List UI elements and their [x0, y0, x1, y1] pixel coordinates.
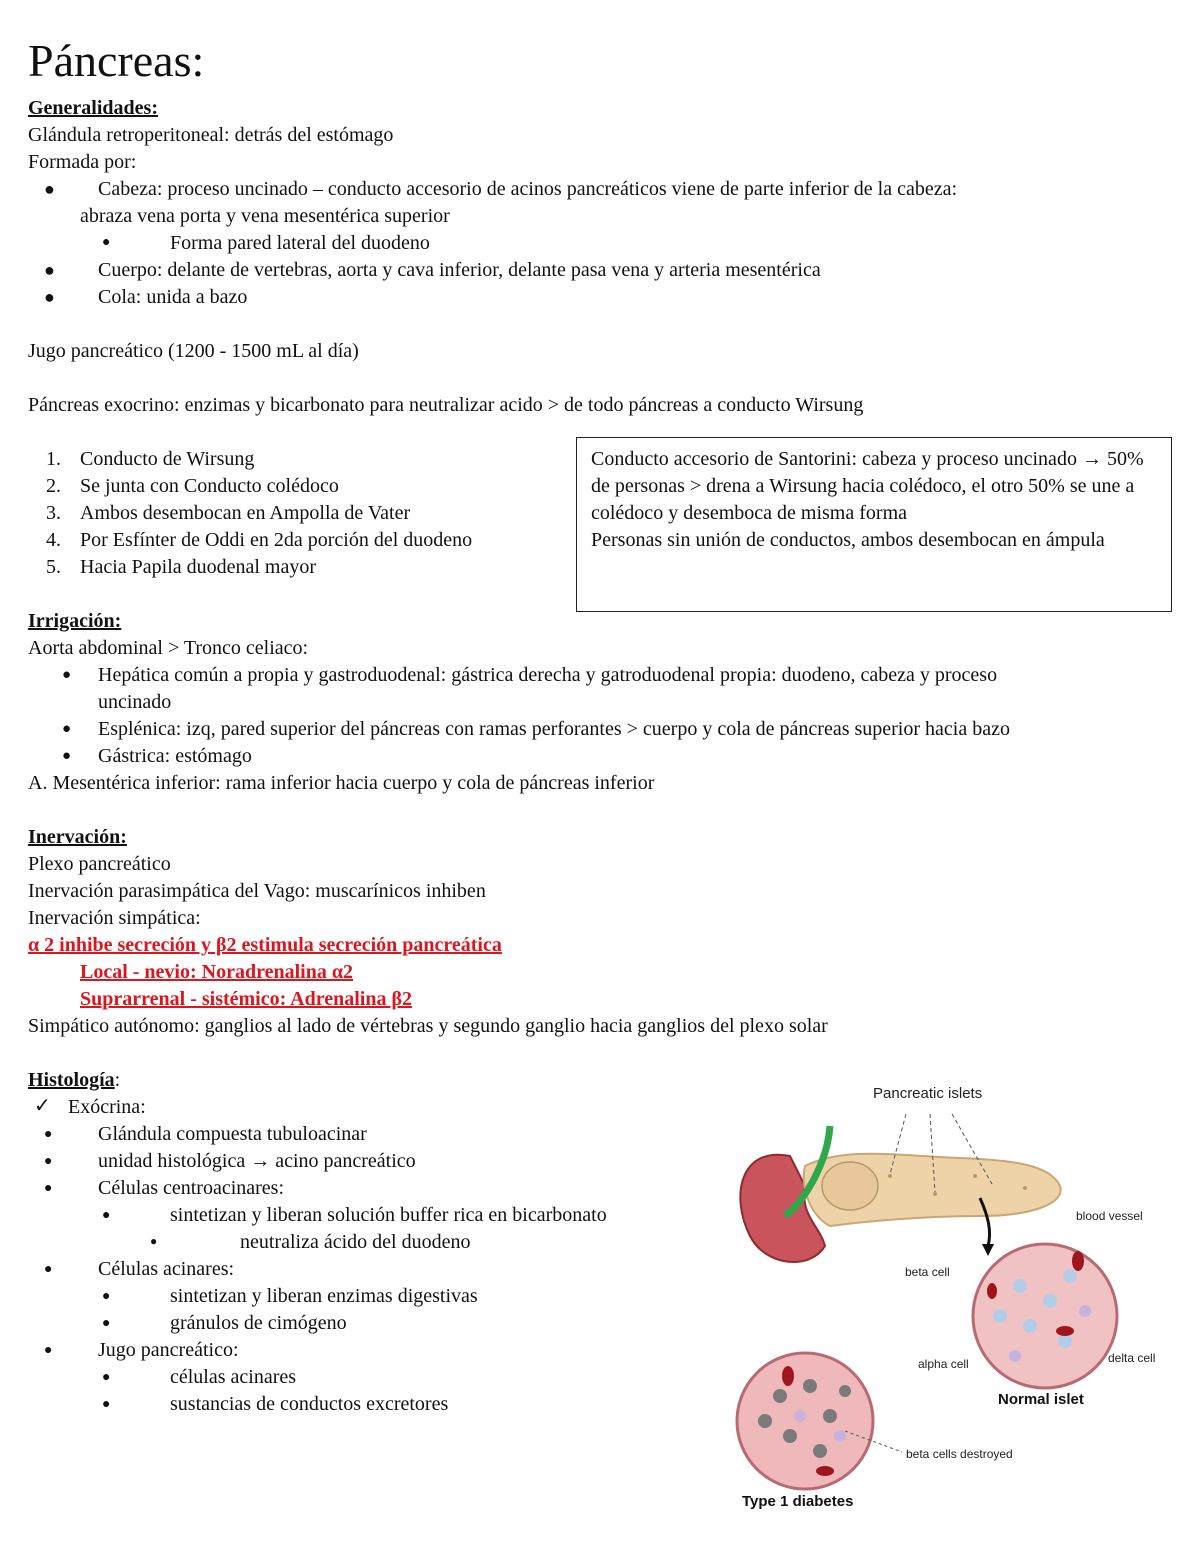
list-subitem: neutraliza ácido del duodeno [240, 1231, 471, 1253]
label-beta-cell: beta cell [905, 1265, 950, 1279]
text-line: Inervación parasimpática del Vago: muscarínicos inhiben [28, 880, 486, 902]
bullet-icon: ● [102, 1370, 111, 1385]
normal-islet-illustration [973, 1244, 1117, 1388]
bullet-icon: ● [44, 1181, 53, 1196]
list-item: Cola: unida a bazo [98, 286, 248, 308]
checkmark-icon: ✓ [34, 1095, 51, 1117]
bullet-icon: ● [44, 1343, 53, 1358]
heading-colon: : [114, 1069, 121, 1091]
list-item: unidad histológica → acino pancreático [98, 1150, 416, 1172]
text-line: A. Mesentérica inferior: rama inferior hacia cuerpo y cola de páncreas inferior [28, 772, 655, 794]
pancreatic-islets-figure [730, 1076, 1180, 1516]
numbered-item: Ambos desembocan en Ampolla de Vater [80, 502, 411, 524]
note-paragraph: Personas sin unión de conductos, ambos desembocan en ámpula [591, 529, 1105, 551]
bullet-icon: ● [44, 260, 55, 280]
numbered-item: Conducto de Wirsung [80, 448, 255, 470]
text-line: Formada por: [28, 151, 137, 173]
figure-title: Pancreatic islets [873, 1085, 983, 1102]
list-item: Cuerpo: delante de vertebras, aorta y cava inferior, delante pasa vena y arteria mesentérica [98, 259, 821, 281]
label-normal-islet: Normal islet [998, 1391, 1084, 1408]
list-item: Jugo pancreático: [98, 1339, 239, 1361]
label-blood-vessel: blood vessel [1076, 1209, 1143, 1223]
highlight-line: Suprarrenal - sistémico: Adrenalina β2 [80, 988, 413, 1010]
numbered-item: Se junta con Conducto colédoco [80, 475, 339, 497]
bullet-icon: ● [102, 1397, 111, 1412]
text-line: Páncreas exocrino: enzimas y bicarbonato para neutralizar acido > de todo páncreas a conducto Wirsung [28, 394, 864, 416]
numbered-marker: 4. [46, 529, 61, 551]
numbered-item: Por Esfínter de Oddi en 2da porción del duodeno [80, 529, 473, 551]
list-subitem: sustancias de conductos excretores [170, 1393, 449, 1415]
list-item: Células centroacinares: [98, 1177, 285, 1199]
document-page [28, 30, 1178, 92]
list-subitem: Forma pared lateral del duodeno [170, 232, 430, 254]
numbered-marker: 3. [46, 502, 61, 524]
bullet-icon: ● [102, 1208, 111, 1223]
text-line: Aorta abdominal > Tronco celiaco: [28, 637, 309, 659]
list-item-continued: abraza vena porta y vena mesentérica superior [80, 205, 450, 227]
bullet-icon: ● [44, 1127, 53, 1142]
text-line: Glándula retroperitoneal: detrás del estómago [28, 124, 394, 146]
numbered-item: Hacia Papila duodenal mayor [80, 556, 317, 578]
list-subitem: gránulos de cimógeno [170, 1312, 347, 1334]
list-item: Gástrica: estómago [98, 745, 252, 767]
label-alpha-cell: alpha cell [918, 1357, 969, 1371]
numbered-marker: 5. [46, 556, 61, 578]
bullet-icon: ● [62, 721, 72, 737]
pancreas-illustration [740, 1126, 1060, 1262]
heading-histologia-wrap [28, 1067, 120, 1094]
bullet-icon: ● [150, 1234, 158, 1248]
type1-islet-illustration [737, 1353, 873, 1489]
santorini-note-box [576, 437, 1172, 612]
page-title: Páncreas: [28, 35, 205, 86]
numbered-marker: 2. [46, 475, 61, 497]
list-item: Exócrina: [68, 1096, 146, 1118]
bullet-icon: ● [62, 748, 72, 764]
numbered-marker: 1. [46, 448, 61, 470]
text-line: Inervación simpática: [28, 907, 201, 929]
highlight-line: Local - nevio: Noradrenalina α2 [80, 961, 354, 983]
list-item: Glándula compuesta tubuloacinar [98, 1123, 367, 1145]
list-subitem: sintetizan y liberan solución buffer rica en bicarbonato [170, 1204, 607, 1226]
label-beta-cells-destroyed: beta cells destroyed [906, 1447, 1013, 1461]
label-type1-diabetes: Type 1 diabetes [742, 1493, 854, 1510]
heading-irrigacion: Irrigación: [28, 610, 122, 632]
bullet-icon: ● [102, 235, 111, 250]
text-line: Jugo pancreático (1200 - 1500 mL al día) [28, 340, 359, 362]
text-line: Simpático autónomo: ganglios al lado de vértebras y segundo ganglio hacia ganglios del plexo solar [28, 1015, 828, 1037]
list-item: Cabeza: proceso uncinado – conducto accesorio de acinos pancreáticos viene de parte inferior de la cabeza: [98, 178, 958, 200]
list-item-continued: uncinado [98, 691, 172, 713]
heading-histologia: Histología [28, 1069, 115, 1091]
list-item: Células acinares: [98, 1258, 235, 1280]
bullet-icon: ● [102, 1289, 111, 1304]
bullet-icon: ● [44, 1262, 53, 1277]
list-subitem: células acinares [170, 1366, 297, 1388]
heading-inervacion: Inervación: [28, 826, 127, 848]
highlight-line: α 2 inhibe secreción y β2 estimula secreción pancreática [28, 934, 502, 956]
text-line: Plexo pancreático [28, 853, 171, 875]
label-delta-cell: delta cell [1108, 1351, 1156, 1365]
bullet-icon: ● [44, 179, 55, 199]
list-subitem: sintetizan y liberan enzimas digestivas [170, 1285, 478, 1307]
bullet-icon: ● [62, 667, 72, 683]
heading-generalidades: Generalidades: [28, 97, 158, 119]
note-paragraph: Conducto accesorio de Santorini: cabeza y proceso uncinado → 50% de personas > drena a Wirsung hacia colédoco, el otro 50% se une a colédoco y desemboca de misma forma [591, 448, 1144, 524]
bullet-icon: ● [102, 1316, 111, 1331]
list-item: Esplénica: izq, pared superior del páncreas con ramas perforantes > cuerpo y cola de páncreas superior hacia bazo [98, 718, 1010, 740]
bullet-icon: ● [44, 1154, 53, 1169]
list-item: Hepática común a propia y gastroduodenal: gástrica derecha y gatroduodenal propia: duodeno, cabeza y proceso [98, 664, 998, 686]
bullet-icon: ● [44, 287, 55, 307]
